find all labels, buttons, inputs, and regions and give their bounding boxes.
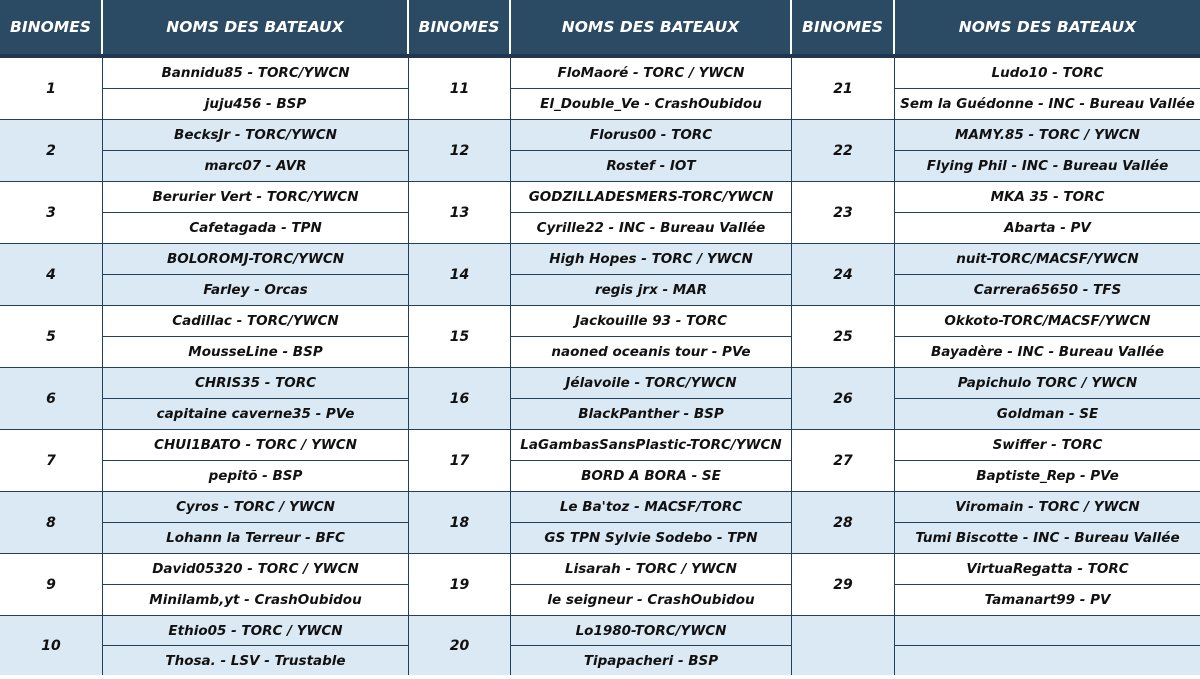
boat-name: Berurier Vert - TORC/YWCN [103, 182, 408, 213]
header-binomes: BINOMES [792, 0, 895, 54]
pair-number: 11 [409, 58, 511, 119]
pair-number: 20 [409, 616, 511, 675]
boat-name: Tamanart99 - PV [984, 592, 1111, 608]
header-boat-names: NOMS DES BATEAUX [103, 0, 409, 54]
boat-names-cell [511, 616, 792, 675]
boat-name: Lo1980-TORC/YWCN [511, 616, 791, 646]
boat-name: Viromain - TORC / YWCN [895, 492, 1200, 523]
boat-names-cell [103, 430, 409, 491]
boat-names-cell [511, 430, 792, 491]
boat-names-cell [103, 120, 409, 181]
pair-number: 15 [409, 306, 511, 367]
boat-name: GODZILLADESMERS-TORC/YWCN [511, 182, 791, 213]
boat-names-cell [103, 492, 409, 553]
boat-name: marc07 - AVR [204, 158, 307, 174]
pair-number: 12 [409, 120, 511, 181]
boat-name: Abarta - PV [1004, 220, 1091, 236]
table-row [409, 306, 792, 368]
boat-names-cell [895, 616, 1200, 675]
boat-name: Swiffer - TORC [895, 430, 1200, 461]
table-row [409, 430, 792, 492]
boat-names-cell [103, 368, 409, 429]
boat-name: Cafetagada - TPN [189, 220, 322, 236]
pair-number: 7 [0, 430, 103, 491]
pair-number: 9 [0, 554, 103, 615]
boat-name: juju456 - BSP [204, 96, 307, 112]
boat-names-cell [103, 182, 409, 243]
boat-names-cell [511, 58, 792, 119]
table-row [0, 182, 409, 244]
column-group [792, 58, 1200, 679]
boat-name: regis jrx - MAR [594, 282, 708, 298]
boat-names-cell [103, 306, 409, 367]
table-row [409, 244, 792, 306]
pair-number: 29 [792, 554, 895, 615]
boat-name: Lohann la Terreur - BFC [166, 530, 345, 546]
pair-number: 14 [409, 244, 511, 305]
boat-name: le seigneur - CrashOubidou [547, 592, 755, 608]
boat-names-cell [895, 120, 1200, 181]
pair-number: 27 [792, 430, 895, 491]
boat-name: LaGambasSansPlastic-TORC/YWCN [511, 430, 791, 461]
pair-number: 24 [792, 244, 895, 305]
boat-name: Le Ba'toz - MACSF/TORC [511, 492, 791, 523]
boat-names-cell [103, 58, 409, 119]
boat-names-cell [511, 554, 792, 615]
boat-name: Florus00 - TORC [511, 120, 791, 151]
table-row [409, 492, 792, 554]
pair-number [792, 616, 895, 675]
table-row [792, 616, 1200, 675]
boat-name: Tumi Biscotte - INC - Bureau Vallée [915, 530, 1180, 546]
table-row [792, 58, 1200, 120]
pair-number: 22 [792, 120, 895, 181]
table-row [0, 368, 409, 430]
boat-name: BORD A BORA - SE [581, 468, 721, 484]
boat-name: David05320 - TORC / YWCN [103, 554, 408, 585]
boat-name: BOLOROMJ-TORC/YWCN [103, 244, 408, 275]
table-header [0, 0, 1200, 58]
boat-name: Ludo10 - TORC [895, 58, 1200, 89]
table-row [409, 58, 792, 120]
boat-name: Cyros - TORC / YWCN [103, 492, 408, 523]
boat-names-cell [103, 554, 409, 615]
boat-name: Rostef - IOT [606, 158, 696, 174]
table-row [0, 306, 409, 368]
boat-names-cell [895, 306, 1200, 367]
pair-number: 28 [792, 492, 895, 553]
boat-name: Jackouille 93 - TORC [511, 306, 791, 337]
boat-name: Sem la Guédonne - INC - Bureau Vallée [900, 96, 1195, 112]
table-row [409, 616, 792, 675]
boat-name [895, 646, 1200, 675]
pair-number: 18 [409, 492, 511, 553]
boat-name: Bannidu85 - TORC/YWCN [103, 58, 408, 89]
pair-number: 8 [0, 492, 103, 553]
boat-name: Bayadère - INC - Bureau Vallée [931, 344, 1164, 360]
boat-name: Goldman - SE [996, 406, 1099, 422]
boat-name: pepitõ - BSP [208, 468, 303, 484]
table-row [409, 182, 792, 244]
pair-number: 3 [0, 182, 103, 243]
boat-name: Baptiste_Rep - PVe [976, 468, 1119, 484]
column-group [409, 58, 792, 679]
pair-number: 23 [792, 182, 895, 243]
boat-name: Ethio05 - TORC / YWCN [103, 616, 408, 646]
table-row [792, 492, 1200, 554]
boat-name [895, 616, 1200, 646]
boat-name: nuit-TORC/MACSF/YWCN [895, 244, 1200, 275]
boat-name: Cyrille22 - INC - Bureau Vallée [536, 220, 766, 236]
boat-name: Okkoto-TORC/MACSF/YWCN [895, 306, 1200, 337]
table-row [792, 244, 1200, 306]
boat-name: Farley - Orcas [203, 282, 308, 298]
table-row [0, 430, 409, 492]
pair-number: 16 [409, 368, 511, 429]
boat-names-cell [103, 244, 409, 305]
boat-name: Flying Phil - INC - Bureau Vallée [926, 158, 1169, 174]
boat-name: CHRIS35 - TORC [103, 368, 408, 399]
boat-names-cell [895, 492, 1200, 553]
boat-name: Cadillac - TORC/YWCN [103, 306, 408, 337]
boat-name: Thosa. - LSV - Trustable [165, 652, 346, 669]
header-boat-names: NOMS DES BATEAUX [958, 18, 1137, 36]
boat-name: CHUI1BATO - TORC / YWCN [103, 430, 408, 461]
header-binomes: BINOMES [0, 0, 103, 54]
column-group [0, 58, 409, 679]
boat-name: Tipapacheri - BSP [583, 652, 719, 669]
header-binomes: BINOMES [409, 0, 511, 54]
boat-name: GS TPN Sylvie Sodebo - TPN [544, 530, 758, 546]
boat-name: BecksJr - TORC/YWCN [103, 120, 408, 151]
table-row [0, 616, 409, 675]
boat-names-cell [511, 244, 792, 305]
boat-name: Jélavoile - TORC/YWCN [511, 368, 791, 399]
header-boat-names: NOMS DES BATEAUX [511, 0, 792, 54]
boat-name: Carrera65650 - TFS [973, 282, 1122, 298]
pair-number: 10 [0, 616, 103, 675]
boat-names-cell [895, 430, 1200, 491]
boat-names-cell [895, 368, 1200, 429]
boat-names-cell [895, 244, 1200, 305]
table-row [409, 554, 792, 616]
table-row [792, 430, 1200, 492]
boat-names-cell [103, 616, 409, 675]
table-row [792, 368, 1200, 430]
boat-name: capitaine caverne35 - PVe [156, 406, 355, 422]
pair-number: 5 [0, 306, 103, 367]
boat-names-cell [511, 368, 792, 429]
boat-name: VirtuaRegatta - TORC [895, 554, 1200, 585]
pair-number: 26 [792, 368, 895, 429]
pair-number: 17 [409, 430, 511, 491]
boat-names-cell [511, 120, 792, 181]
boat-names-cell [895, 554, 1200, 615]
pair-number: 13 [409, 182, 511, 243]
boat-name: MAMY.85 - TORC / YWCN [895, 120, 1200, 151]
table-row [0, 554, 409, 616]
pair-number: 6 [0, 368, 103, 429]
boat-name: MousseLine - BSP [188, 344, 323, 360]
table-row [0, 244, 409, 306]
table-row [792, 554, 1200, 616]
table-row [792, 120, 1200, 182]
pair-number: 1 [0, 58, 103, 119]
table-row [0, 58, 409, 120]
boat-name: MKA 35 - TORC [895, 182, 1200, 213]
boat-name: Papichulo TORC / YWCN [895, 368, 1200, 399]
boat-name: El_Double_Ve - CrashOubidou [540, 96, 762, 112]
table-row [0, 120, 409, 182]
table-row [0, 492, 409, 554]
boat-name: FloMaoré - TORC / YWCN [511, 58, 791, 89]
boat-names-cell [511, 182, 792, 243]
pair-number: 25 [792, 306, 895, 367]
pair-number: 19 [409, 554, 511, 615]
boat-names-cell [511, 492, 792, 553]
boat-names-cell [895, 182, 1200, 243]
pair-number: 21 [792, 58, 895, 119]
boat-name: Lisarah - TORC / YWCN [511, 554, 791, 585]
boat-names-cell [895, 58, 1200, 119]
boat-names-cell [511, 306, 792, 367]
boat-name: Minilamb,yt - CrashOubidou [149, 592, 362, 608]
pair-number: 4 [0, 244, 103, 305]
boat-name: High Hopes - TORC / YWCN [511, 244, 791, 275]
table-row [792, 182, 1200, 244]
pair-number: 2 [0, 120, 103, 181]
table-body [0, 58, 1200, 679]
table-row [409, 368, 792, 430]
table-row [792, 306, 1200, 368]
table-row [409, 120, 792, 182]
boat-name: naoned oceanis tour - PVe [551, 344, 751, 360]
boat-name: BlackPanther - BSP [578, 406, 724, 422]
